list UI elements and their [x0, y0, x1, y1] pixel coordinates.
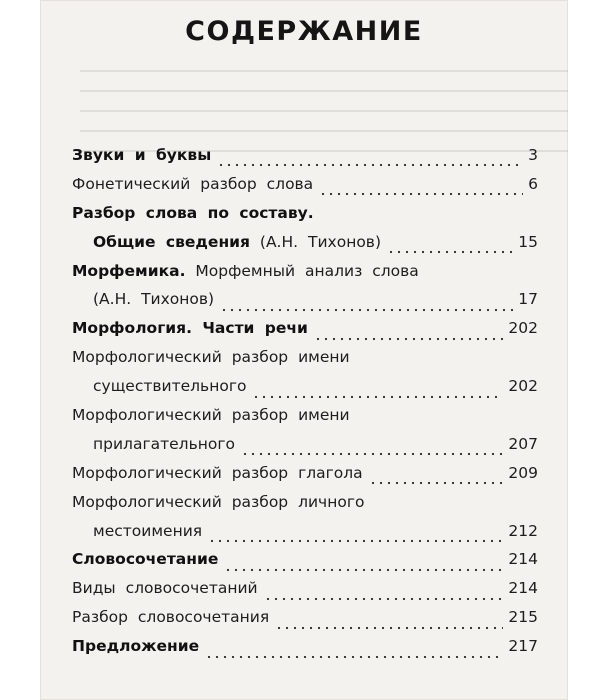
toc-entry-title: Виды словосочетаний — [72, 579, 258, 598]
toc-entry — [72, 522, 538, 551]
book-page — [40, 0, 568, 700]
toc-entry — [72, 493, 538, 522]
toc-page-number: 3 — [528, 146, 538, 164]
toc-entry — [72, 175, 538, 204]
toc-entry-subtitle: Морфемный анализ слова — [195, 261, 419, 280]
dot-leader — [319, 192, 523, 196]
toc-page-number: 207 — [508, 434, 538, 453]
toc-page-number: 212 — [508, 521, 538, 540]
toc-page-number: 202 — [508, 319, 538, 338]
toc-entry-title: местоимения — [93, 521, 203, 540]
toc-entry-title: Морфология. Части речи — [72, 319, 308, 338]
toc-page-number: 215 — [508, 608, 538, 627]
toc-entry — [72, 406, 538, 435]
toc-page-number: 202 — [508, 377, 538, 396]
dot-leader — [220, 308, 513, 312]
toc-entry-author: (А.Н. Тихонов) — [259, 232, 381, 251]
toc-entry-title: Фонетический разбор слова — [72, 174, 314, 193]
toc-entry-title: Морфемика. — [72, 261, 186, 280]
dot-leader — [264, 597, 504, 601]
toc-entry-title: Общие сведения — [93, 232, 250, 251]
toc-entry-title: Словосочетание — [72, 550, 219, 569]
toc-entry — [72, 435, 538, 464]
toc-page-number: 217 — [508, 637, 538, 656]
toc-entry — [72, 608, 538, 637]
toc-page-number: 214 — [508, 550, 538, 569]
toc-entry — [72, 550, 538, 579]
toc-page-number: 15 — [518, 232, 538, 251]
toc-entry — [72, 464, 538, 493]
toc-entry — [72, 348, 538, 377]
dot-leader — [208, 539, 503, 543]
toc-page-number: 209 — [508, 463, 538, 482]
dot-leader — [275, 626, 503, 630]
dot-leader — [387, 250, 513, 254]
toc-page-number: 214 — [508, 579, 538, 598]
toc-entry-title: Морфологический разбор глагола — [72, 463, 363, 482]
toc-entry — [72, 290, 538, 319]
toc-entry-title: Разбор словосочетания — [72, 608, 270, 627]
toc-entry-title: существительного — [93, 377, 247, 396]
toc-entry-title: Разбор слова по составу. — [72, 203, 314, 222]
dot-leader — [369, 481, 504, 485]
dot-leader — [241, 452, 503, 456]
toc-entry — [72, 262, 538, 291]
toc-entry-title: Предложение — [72, 637, 200, 656]
toc-entry — [72, 377, 538, 406]
page-title: СОДЕРЖАНИЕ — [185, 16, 423, 47]
toc-entry-title: прилагательного — [93, 434, 235, 453]
toc-entry — [72, 146, 538, 175]
dot-leader — [217, 163, 523, 167]
toc-entry — [72, 319, 538, 348]
dot-leader — [224, 568, 503, 572]
toc-entry — [72, 204, 538, 233]
toc-entry-title: Звуки и буквы — [72, 146, 212, 164]
toc-page-number: 17 — [518, 290, 538, 309]
dot-leader — [205, 655, 503, 659]
toc-entry — [72, 637, 538, 666]
toc-entry — [72, 233, 538, 262]
table-of-contents — [72, 146, 538, 666]
toc-entry-title: Морфологический разбор личного — [72, 492, 365, 511]
toc-page-number: 6 — [528, 174, 538, 193]
toc-entry — [72, 579, 538, 608]
toc-entry-title: Морфологический разбор имени — [72, 348, 350, 367]
toc-entry-title: Морфологический разбор имени — [72, 406, 350, 425]
dot-leader — [252, 395, 503, 399]
dot-leader — [314, 337, 503, 341]
toc-entry-author: (А.Н. Тихонов) — [93, 290, 215, 309]
